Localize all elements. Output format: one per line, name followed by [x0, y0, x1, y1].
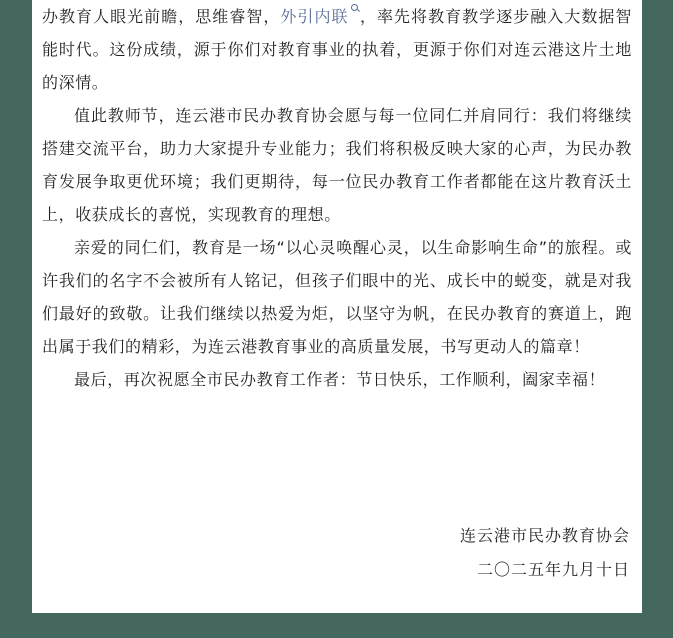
- signature-date: 二〇二五年九月十日: [476, 560, 630, 579]
- search-link-label[interactable]: 外引内联: [280, 7, 349, 26]
- paragraph-1: [42, 0, 632, 99]
- search-link[interactable]: [280, 7, 359, 26]
- article-card: [32, 0, 642, 613]
- paragraph-3: 亲爱的同仁们，教育是一场“以心灵唤醒心灵，以生命影响生命”的旅程。或许我们的名字不会被所有人铭记，但孩子们眼中的光、成长中的蜕变，就是对我们最好的致敬。让我们继续以热爱为炬，以坚守为帆，在民办教育的赛道上，跑出属于我们的精彩，为连云港教育事业的高质量发展，书写更动人的篇章！: [42, 238, 632, 356]
- paragraph-2: 值此教师节，连云港市民办教育协会愿与每一位同仁并肩同行：我们将继续搭建交流平台，助力大家提升专业能力；我们将积极反映大家的心声，为民办教育发展争取更优环境；我们更期待，每一位民办教育工作者都能在这片教育沃土上，收获成长的喜悦，实现教育的理想。: [42, 106, 632, 224]
- signature-block: [460, 519, 630, 587]
- article-body: [42, 0, 632, 396]
- paragraph-1-text-a: 办教育人眼光前瞻，思维睿智，: [42, 7, 281, 26]
- paragraph-4: 最后，再次祝愿全市民办教育工作者：节日快乐，工作顺利，阖家幸福！: [74, 370, 606, 389]
- signature-organization: 连云港市民办教育协会: [459, 526, 630, 545]
- search-icon[interactable]: [351, 4, 360, 14]
- paragraph-1-text-b: ，率先将教育教学逐步融入大数据智能时代。这份成绩，源于你们对教育事业的执着，更源于你们对连云港这片土地的深情。: [42, 7, 632, 92]
